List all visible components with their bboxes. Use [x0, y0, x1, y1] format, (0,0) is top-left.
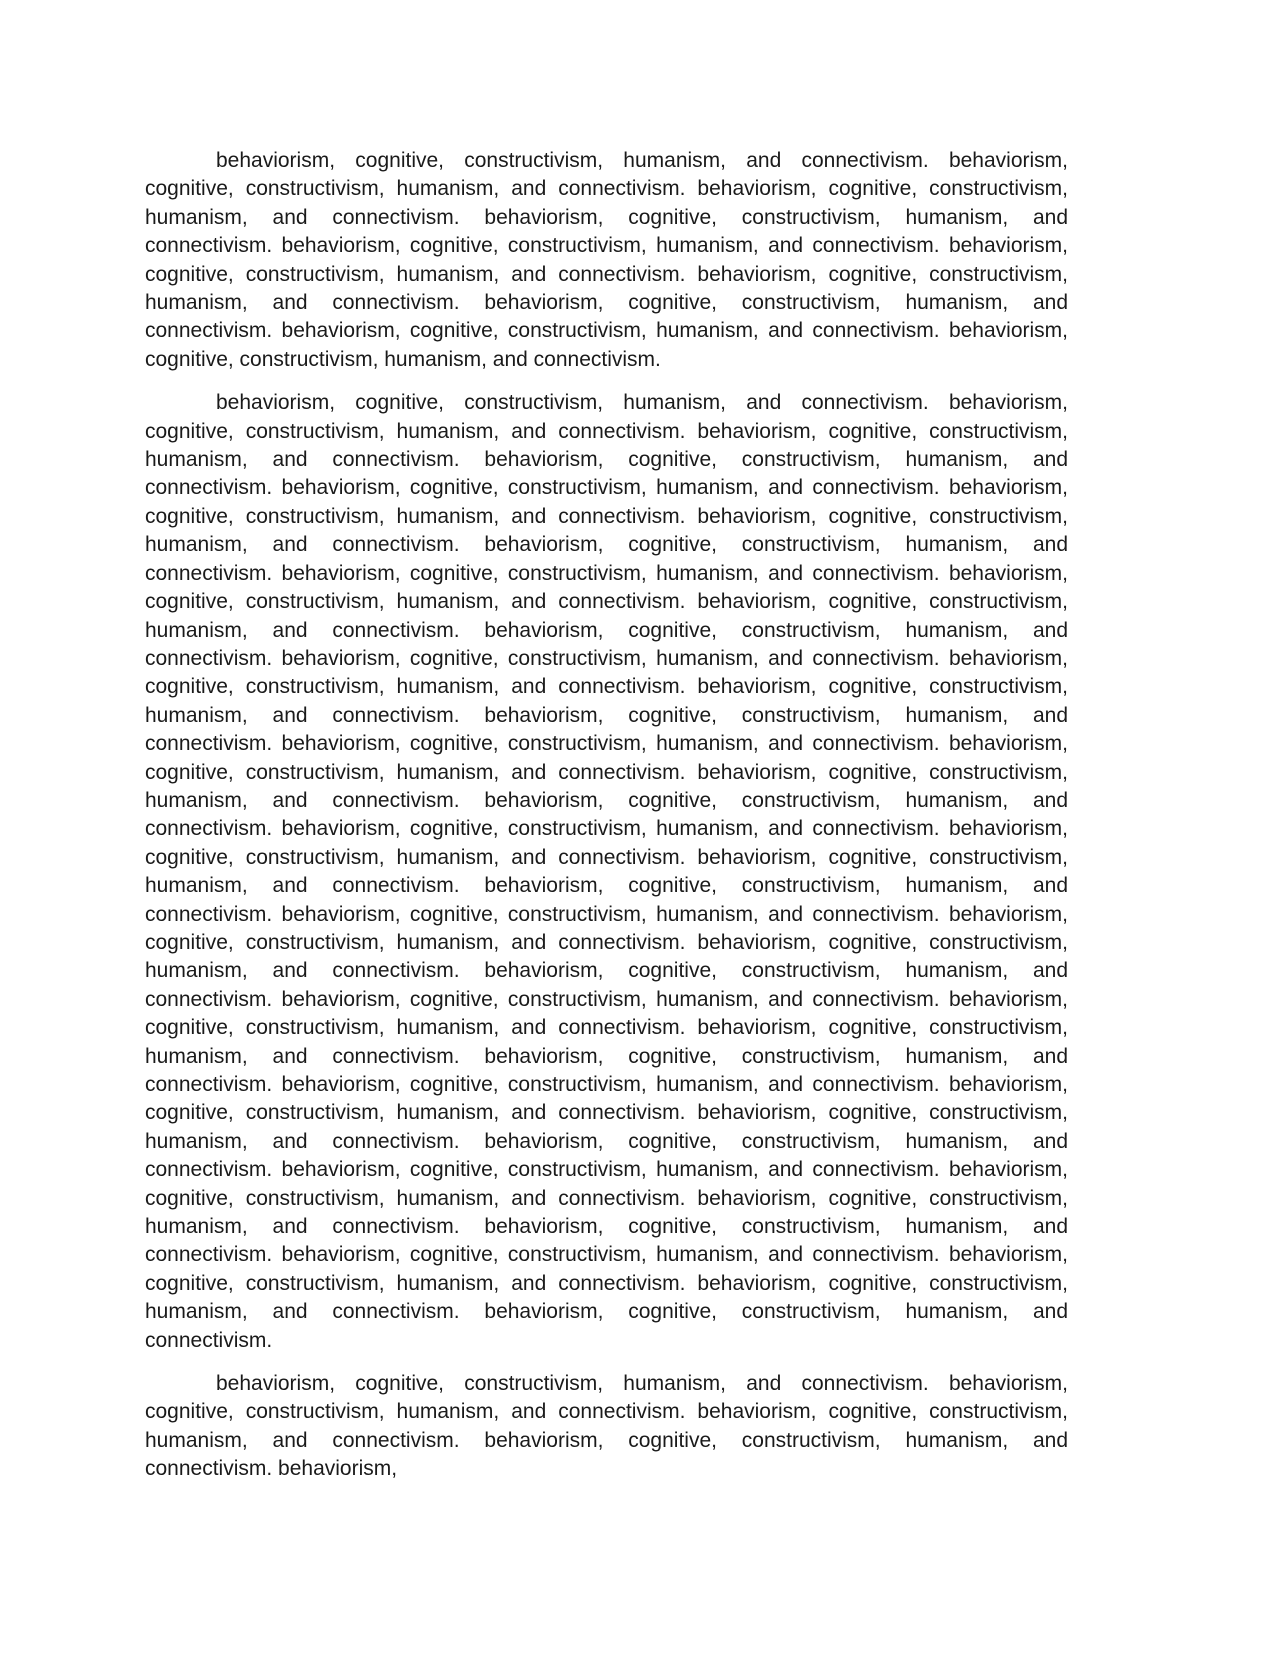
- paragraph-2: behaviorism, cognitive, constructivism, humanism, and connectivism. behaviorism, cognitive, constructivism, humanism, and connectivism. behaviorism, cognitive, constructivism, humanism, and connectivism. behaviorism, cognitive, constructivism, humanism, and connectivism. behaviorism, cognitive, constructivism, humanism, and connectivism. behaviorism, cognitive, constructivism, humanism, and connectivism. behaviorism, cognitive, constructivism, humanism, and connectivism. behaviorism, cognitive, constructivism, humanism, and connectivism. behaviorism, cognitive, constructivism, humanism, and connectivism. behaviorism, cognitive, constructivism, humanism, and connectivism. behaviorism, cognitive, constructivism, humanism, and connectivism. behaviorism, cognitive, constructivism, humanism, and connectivism. behaviorism, cognitive, constructivism, humanism, and connectivism. behaviorism, cognitive, constructivism, humanism, and connectivism. behaviorism, cognitive, constructivism, humanism, and connectivism. behaviorism, cognitive, constructivism, humanism, and connectivism. behaviorism, cognitive, constructivism, humanism, and connectivism. behaviorism, cognitive, constructivism, humanism, and connectivism. behaviorism, cognitive, constructivism, humanism, and connectivism. behaviorism, cognitive, constructivism, humanism, and connectivism. behaviorism, cognitive, constructivism, humanism, and connectivism. behaviorism, cognitive, constructivism, humanism, and connectivism. behaviorism, cognitive, constructivism, humanism, and connectivism. behaviorism, cognitive, constructivism, humanism, and connectivism. behaviorism, cognitive, constructivism, humanism, and connectivism. behaviorism, cognitive, constructivism, humanism, and connectivism. behaviorism, cognitive, constructivism, humanism, and connectivism. behaviorism, cognitive, constructivism, humanism, and connectivism. behaviorism, cognitive, constructivism, humanism, and connectivism. behaviorism, cognitive, constructivism, humanism, and connectivism. behaviorism, cognitive, constructivism, humanism, and connectivism. behaviorism, cognitive, constructivism, humanism, and connectivism. behaviorism, cognitive, constructivism, humanism, and connectivism. behaviorism, cognitive, constructivism, humanism, and connectivism. behaviorism, cognitive, constructivism, humanism, and connectivism. behaviorism, cognitive, constructivism, humanism, and connectivism. behaviorism, cognitive, constructivism, humanism, and connectivism. behaviorism, cognitive, constructivism, humanism, and connectivism. behaviorism, cognitive, constructivism, humanism, and connectivism. behaviorism, cognitive, constructivism, humanism, and connectivism. behaviorism, cognitive, constructivism, humanism, and connectivism. behaviorism, cognitive, constructivism, humanism, and connectivism. behaviorism, cognitive, constructivism, humanism, and connectivism. behaviorism, cognitive, constructivism, humanism, and connectivism.: [145, 391, 1068, 1352]
- document-text-body: [145, 147, 1068, 1484]
- paragraph-1: behaviorism, cognitive, constructivism, humanism, and connectivism. behaviorism, cognitive, constructivism, humanism, and connectivism. behaviorism, cognitive, constructivism, humanism, and connectivism. behaviorism, cognitive, constructivism, humanism, and connectivism. behaviorism, cognitive, constructivism, humanism, and connectivism. behaviorism, cognitive, constructivism, humanism, and connectivism. behaviorism, cognitive, constructivism, humanism, and connectivism. behaviorism, cognitive, constructivism, humanism, and connectivism. behaviorism, cognitive, constructivism, humanism, and connectivism. behaviorism, cognitive, constructivism, humanism, and connectivism.: [145, 149, 1068, 371]
- paragraph-3: behaviorism, cognitive, constructivism, humanism, and connectivism. behaviorism, cognitive, constructivism, humanism, and connectivism. behaviorism, cognitive, constructivism, humanism, and connectivism. behaviorism, cognitive, constructivism, humanism, and connectivism. behaviorism,: [145, 1372, 1068, 1481]
